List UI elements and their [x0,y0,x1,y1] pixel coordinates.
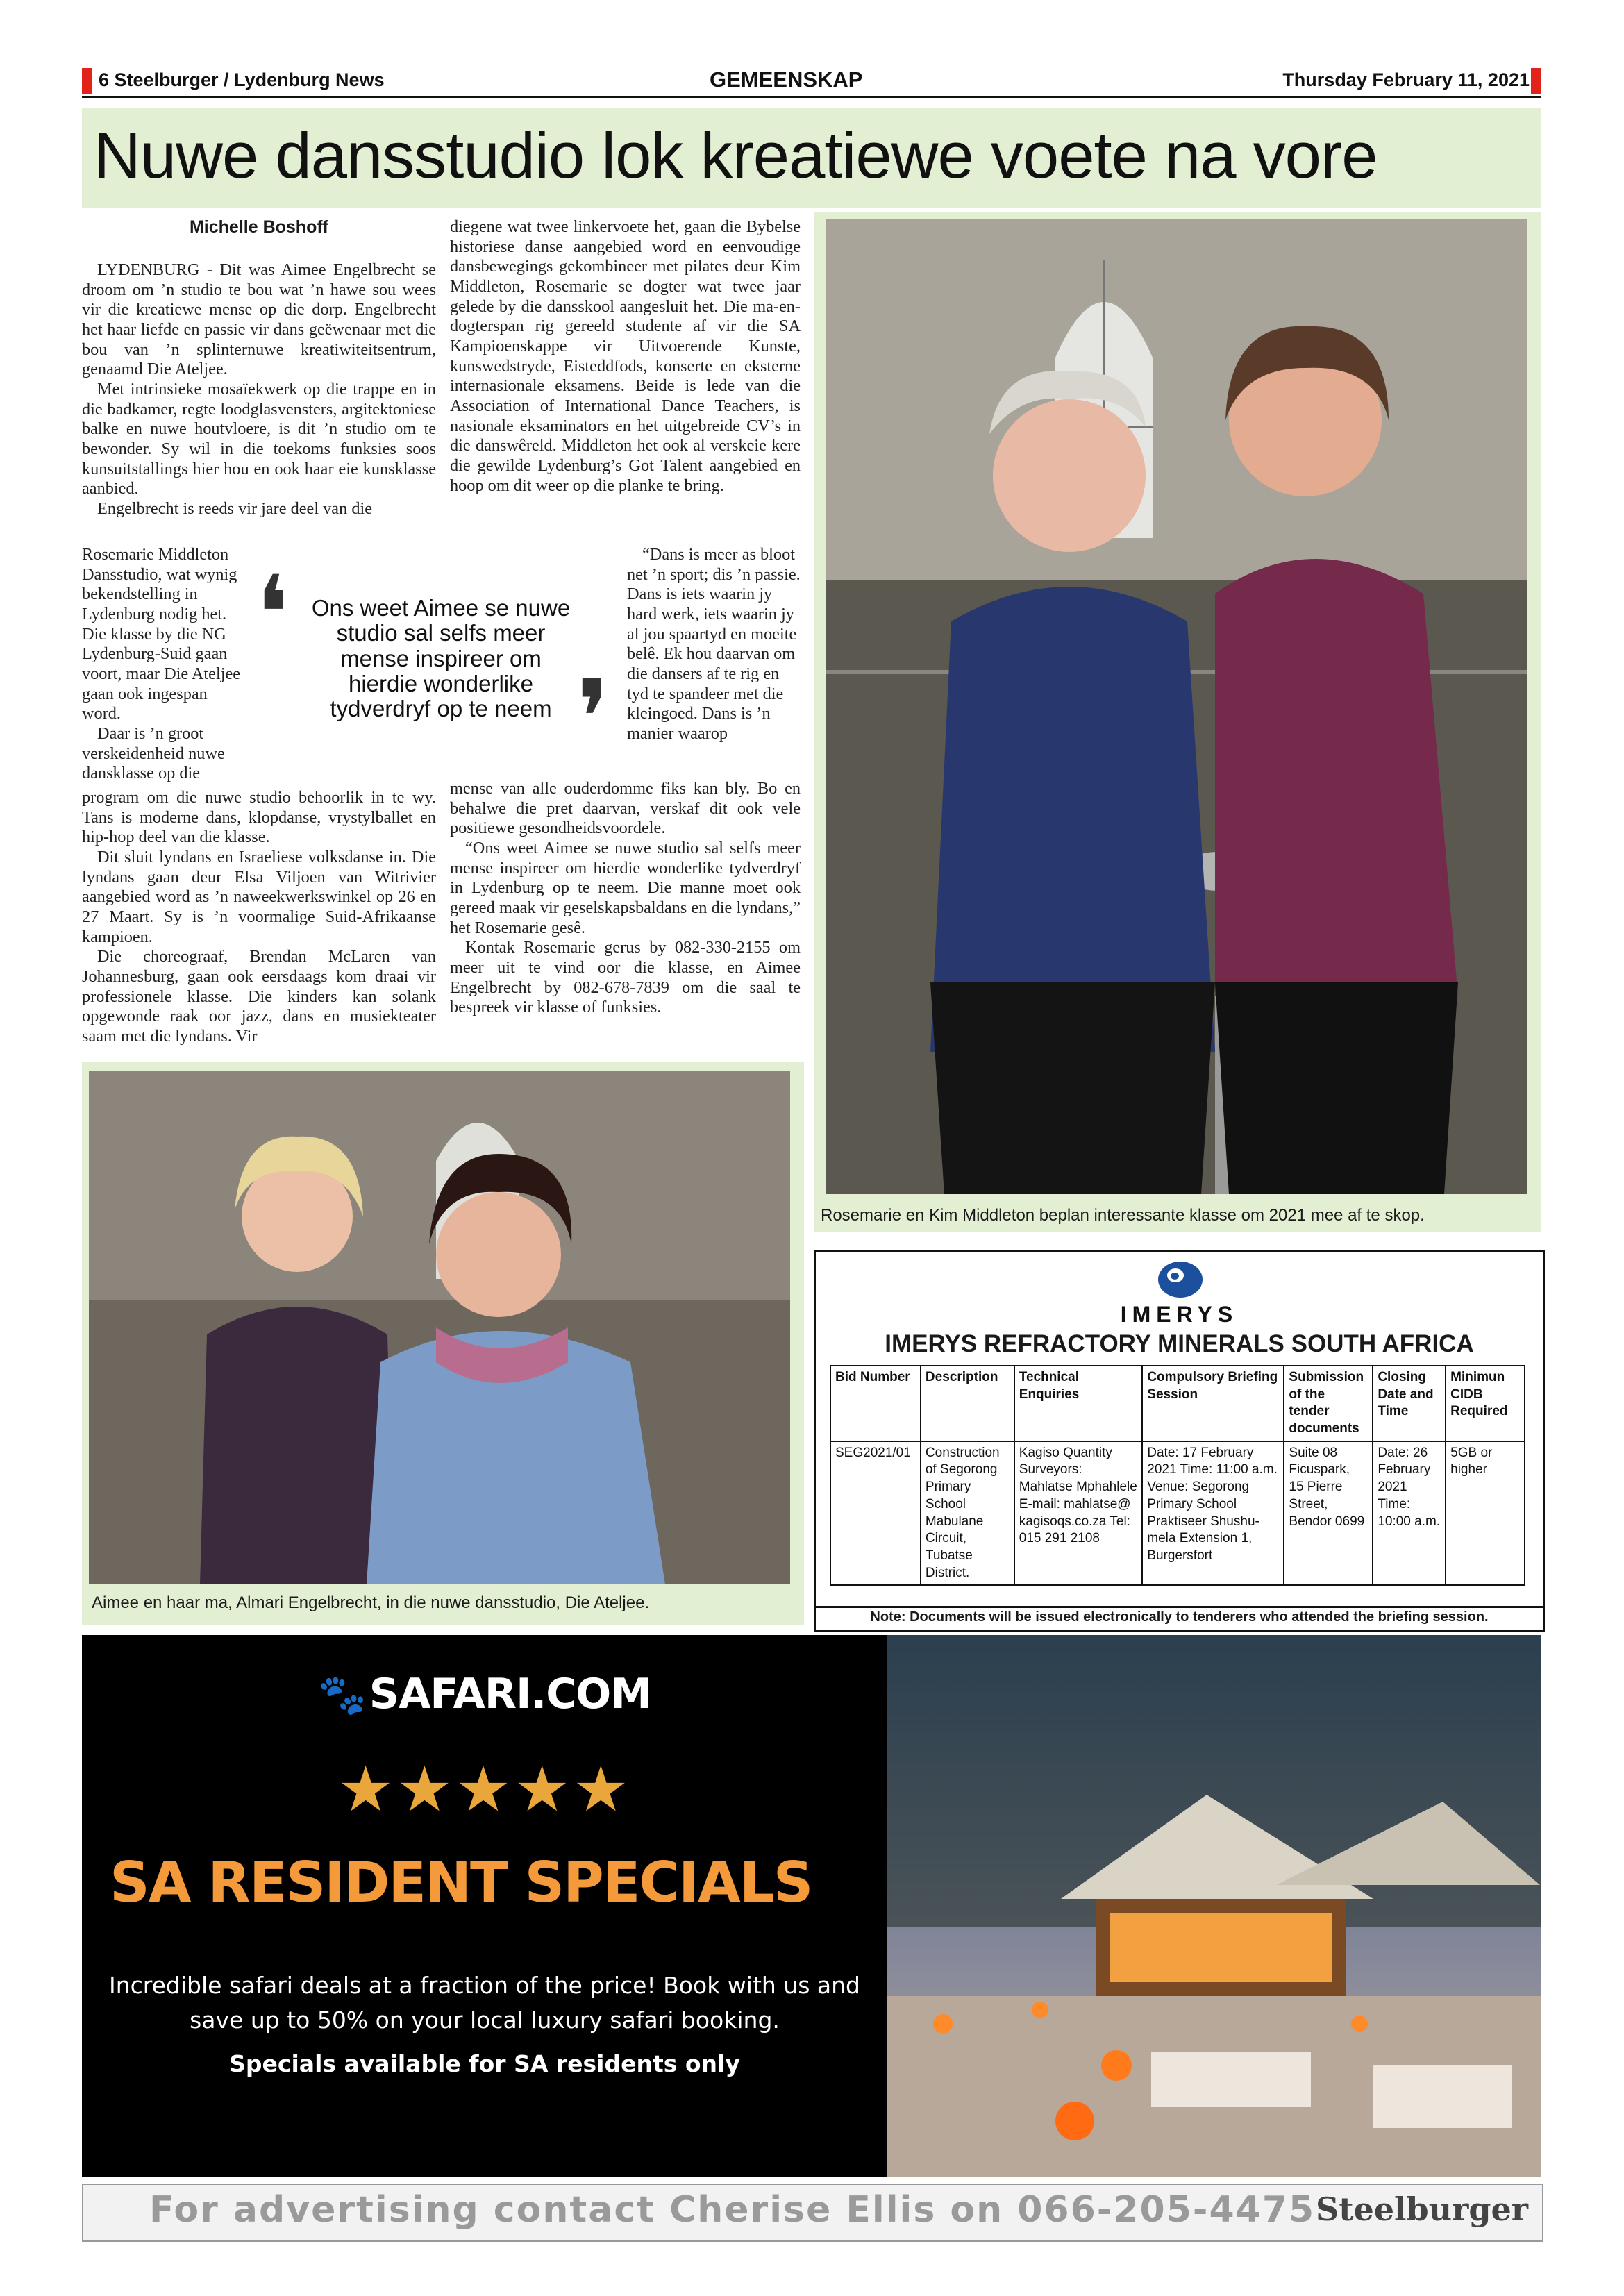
footer-contact: For advertising contact Cherise Ellis on 066-205-4475 [149,2189,1316,2231]
left-photo-caption: Aimee en haar ma, Almari Engelbrecht, in die nuwe dansstudio, Die Ateljee. [92,1593,650,1612]
dancers-photo [826,219,1553,1198]
paw-icon: 🐾 [318,1674,367,1717]
paragraph: Engelbrecht is reeds vir jare deel van die [97,498,372,518]
paragraph: Kontak Rosemarie gerus by 082-330-2155 om meer uit te vind oor die klasse, en Aimee Engelbrecht by 082-678-7839 om die saal te bespreek vir klasse of funksies. [450,938,801,1017]
table-header: Bid Number [830,1366,921,1441]
issue-date: Thursday February 11, 2021 [1282,69,1530,90]
article-headline: Nuwe dansstudio lok kreatiewe voete na vore [94,119,1378,192]
pull-quote: Ons weet Aimee se nuwe studio sal selfs meer mense inspireer om hierdie wonderlike tydverdryf op te neem [311,595,571,722]
table-cell: Date: 17 February 2021 Time: 11:00 a.m. Venue: Segorong Primary School Praktiseer Shushu-mela Extension 1, Burgersfort [1142,1441,1284,1586]
paragraph: Die choreograaf, Brendan McLaren van Johannesburg, gaan ook eersdaags kom draai vir professionele klasse. Die kinders kan solank opgewonde raak oor jazz, dans en musiekteater saam met die lyndans. Vir [82,947,436,1046]
paragraph: Rosemarie Middleton Dansstudio, wat wynig bekendstelling in Lydenburg nodig het. Die klasse by die NG Lydenburg-Suid gaan voort, maar Die Ateljee gaan ook ingespan word. [82,545,241,723]
paragraph: “Dans is meer as bloot net ’n sport; dis ’n passie. Dans is iets waarin jy hard werk, iets waarin jy al jou spaartyd en moeite belê. Ek hou daarvan om die dansers af te rig en tyd te spandeer met die kleingoed. Dans is ’n manier waarop [627,545,801,743]
paragraph: mense van alle ouderdomme fiks kan bly. Bo en behalwe die pret daarvan, verskaf dit ook vele positiewe gesondheidsvoordele. [450,779,801,838]
table-header: Description [921,1366,1014,1441]
column-2-narrow [627,545,801,744]
steelburger-logo: Steelburger [1316,2190,1528,2228]
right-photo-panel [814,212,1541,1232]
column-1-narrow [82,545,249,784]
table-header: Compulsory Briefing Session [1142,1366,1284,1441]
paragraph: “Ons weet Aimee se nuwe studio sal selfs meer mense inspireer om hierdie wonderlike tydverdryf in Lydenburg op te neem. Die manne moet ook gereed maak vir geselskapsbaldans en die lyndans,” het Rosemarie gesê. [450,838,801,937]
table-cell: Suite 08 Ficuspark, 15 Pierre Street, Bendor 0699 [1284,1441,1373,1586]
imerys-wordmark: IMERYS [1120,1302,1239,1327]
tender-notice [814,1250,1545,1632]
safari-camp-photo [887,1635,1541,2177]
table-cell: Date: 26 February 2021 Time: 10:00 a.m. [1373,1441,1446,1586]
tender-note: Note: Documents will be issued electronically to tenderers who attended the briefing session. [870,1609,1489,1625]
table-cell: SEG2021/01 [830,1441,921,1586]
ad-subline: Specials available for SA residents only [229,2050,740,2077]
ad-headline: SA RESIDENT SPECIALS [110,1850,812,1915]
table-cell: Construction of Segorong Primary School Mabulane Circuit, Tubatse District. [921,1441,1014,1586]
table-header: Minimun CIDB Required [1446,1366,1525,1441]
paragraph: Met intrinsieke mosaïekwerk op die trappe en in die badkamer, regte loodglasvensters, argitektoniese balke en nuwe houtvloere, is dit ’n studio om te bewonder. Sy wil in die toekoms funksies soos kunsuitstallings hier hou en ook haar eie kunsklasse aanbied. [82,379,436,498]
paragraph: Daar is ’n groot verskeidenheid nuwe dansklasse op die [82,723,225,783]
tender-header-row [830,1366,1525,1441]
column-2-top [450,217,801,496]
paragraph: Dit sluit lyndans en Israeliese volksdanse in. Die lyndans gaan deur Elsa Viljoen van Witrivier aangebied word as ’n naweekwerkswinkel op 26 en 27 Maart. Sy is ’n voormalige Suid-Afrikaanse kampioen. [82,847,436,946]
mother-daughter-photo [89,1071,790,1584]
advertising-footer [82,2184,1543,2242]
table-cell: Kagiso Quantity Surveyors: Mahlatse Mphahlele E-mail: mahlatse@ kagisoqs.co.za Tel: 015 291 2108 [1014,1441,1143,1586]
table-header: Technical Enquiries [1014,1366,1143,1441]
safari-logo [82,1670,887,1718]
imerys-logo-icon [1156,1259,1205,1300]
header-rule [82,96,1541,98]
table-header: Closing Date and Time [1373,1366,1446,1441]
section-title: GEMEENSKAP [710,67,863,92]
five-star-rating-icon: ★★★★★ [337,1756,632,1825]
safari-logo-text: SAFARI.COM [369,1670,651,1718]
column-1-bottom [82,788,436,1047]
paragraph: LYDENBURG - Dit was Aimee Engelbrecht se droom om ’n studio te bou wat ’n hawe sou wees vir die kreatiewe mense op die dorp. Engelbrecht het haar liefde en passie vir dans geëwenaar met die bou van ’n splinternuwe kreatiwiteitsentrum, genaamd Die Ateljee. [82,260,436,379]
open-quote-icon: ❛ [256,554,290,675]
table-cell: 5GB or higher [1446,1441,1525,1586]
paragraph: program om die nuwe studio behoorlik in te wy. Tans is moderne dans, klopdanse, vrystylballet en hip-hop deel van die klasse. [82,788,436,847]
header-accent-right [1531,68,1541,94]
header-accent-left [82,68,92,94]
column-1-top [82,260,436,519]
tender-title: IMERYS REFRACTORY MINERALS SOUTH AFRICA [885,1330,1474,1357]
right-photo-caption: Rosemarie en Kim Middleton beplan interessante klasse om 2021 mee af te skop. [821,1206,1425,1225]
column-2-bottom [450,779,801,1018]
tender-table [830,1365,1525,1586]
tender-note-rule [816,1606,1543,1608]
ad-body [82,1968,887,2037]
safari-ad [82,1635,887,2177]
paragraph: diegene wat twee linkervoete het, gaan die Bybelse historiese danse aangebied word en eenvoudige dansbewegings gekombineer met pilates deur Kim Middleton, Rosemarie se dogter wat twee jaar gelede by die dansskool aangesluit het. Die ma-en-dogterspan rig gereeld studente af vir die SA Kampioenskappe vir Uitvoerende Kunste, kunswedstryde, Eisteddfods, konserte en eksterne internasionale eksamens. Beide is lede van die Association of International Dance Teachers, is nasionale eksaminators en het uitgebreide CV’s in die danswêreld. Middleton het ook al verskeie kere die gewilde Lydenburg’s Got Talent aangebied en hoop om dit weer op die planke te bring. [450,217,801,495]
page-folio: 6 Steelburger / Lydenburg News [99,69,385,90]
table-row [830,1441,1525,1586]
ad-body-line: save up to 50% on your local luxury safari booking. [190,2006,780,2034]
table-header: Submission of the tender documents [1284,1366,1373,1441]
byline: Michelle Boshoff [189,217,328,237]
ad-body-line: Incredible safari deals at a fraction of the price! Book with us and [109,1972,860,1999]
left-photo-panel [82,1062,804,1625]
close-quote-icon: ❜ [576,658,610,779]
